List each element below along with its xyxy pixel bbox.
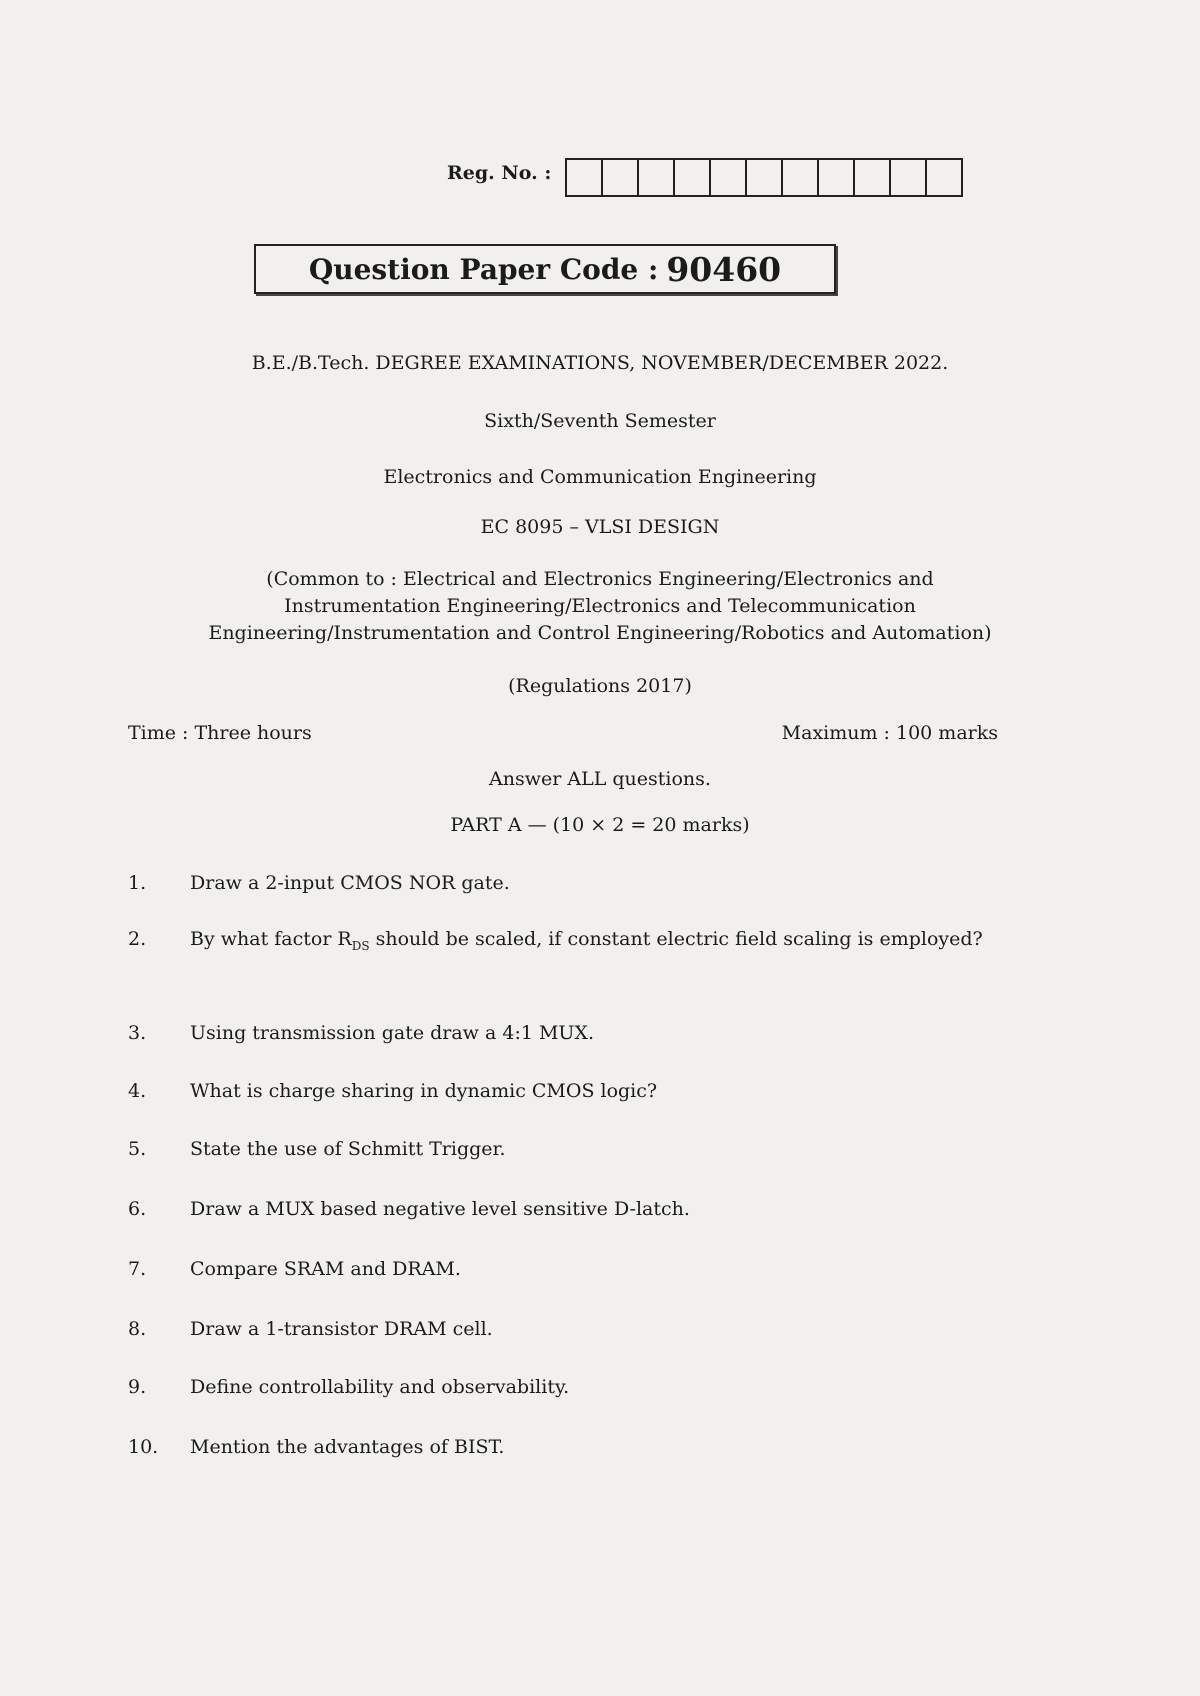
question-text: Using transmission gate draw a 4:1 MUX. [190, 1022, 595, 1044]
question-text: Define controllability and observability. [190, 1376, 570, 1398]
reg-no-box [783, 160, 819, 195]
common-line-3: Engineering/Instrumentation and Control Engineering/Robotics and Automation) [208, 622, 992, 644]
question-text: Draw a MUX based negative level sensitive D-latch. [190, 1198, 690, 1220]
instruction: Answer ALL questions. [489, 768, 711, 790]
reg-no-box [927, 160, 963, 195]
common-line-2: Instrumentation Engineering/Electronics and Telecommunication [284, 595, 916, 617]
question-text: What is charge sharing in dynamic CMOS logic? [190, 1080, 658, 1102]
question-text: Draw a 2-input CMOS NOR gate. [190, 872, 510, 894]
question-text: Draw a 1-transistor DRAM cell. [190, 1318, 493, 1340]
question-text: State the use of Schmitt Trigger. [190, 1138, 506, 1160]
question-number: 3. [128, 1022, 147, 1044]
reg-no-boxes [565, 158, 963, 197]
question-text: By what factor $R_{DS}$ should be scaled, if constant electric field scaling is employed? [190, 928, 983, 953]
reg-no-box [891, 160, 927, 195]
question-8 [128, 1312, 1004, 1346]
question-number: 6. [128, 1198, 147, 1220]
question-10 [128, 1430, 1004, 1464]
question-3 [128, 1016, 1004, 1050]
question-number: 4. [128, 1080, 147, 1102]
reg-no-label: Reg. No. : [447, 162, 552, 184]
reg-no-box [567, 160, 603, 195]
time-allowed: Time : Three hours [128, 722, 312, 744]
question-9 [128, 1370, 1004, 1404]
maximum-marks: Maximum : 100 marks [781, 722, 998, 744]
reg-no-box [603, 160, 639, 195]
question-paper-code-box [254, 244, 836, 294]
question-text: Compare SRAM and DRAM. [190, 1258, 461, 1280]
question-number: 9. [128, 1376, 147, 1398]
regulations: (Regulations 2017) [508, 675, 692, 697]
question-number: 2. [128, 928, 147, 950]
reg-no-box [819, 160, 855, 195]
reg-no-box [711, 160, 747, 195]
reg-no-box [855, 160, 891, 195]
department: Electronics and Communication Engineering [383, 466, 817, 488]
question-number: 10. [128, 1436, 159, 1458]
question-text: Mention the advantages of BIST. [190, 1436, 505, 1458]
question-number: 7. [128, 1258, 147, 1280]
question-5 [128, 1132, 1004, 1166]
part-a-heading: PART A — (10 × 2 = 20 marks) [450, 814, 750, 836]
question-number: 1. [128, 872, 147, 894]
question-number: 8. [128, 1318, 147, 1340]
question-4 [128, 1074, 1004, 1108]
reg-no-box [675, 160, 711, 195]
semester: Sixth/Seventh Semester [484, 410, 716, 432]
question-1 [128, 866, 1004, 900]
question-7 [128, 1252, 1004, 1286]
subject: EC 8095 – VLSI DESIGN [480, 516, 720, 538]
time-marks-row [128, 722, 998, 744]
code-value: 90460 [666, 249, 782, 289]
reg-no-box [639, 160, 675, 195]
question-6 [128, 1192, 1004, 1226]
code-label: Question Paper Code : [308, 252, 659, 286]
reg-no-box [747, 160, 783, 195]
common-line-1: (Common to : Electrical and Electronics Engineering/Electronics and [266, 568, 934, 590]
exam-title: B.E./B.Tech. DEGREE EXAMINATIONS, NOVEMBER/DECEMBER 2022. [251, 352, 949, 374]
question-number: 5. [128, 1138, 147, 1160]
question-2 [128, 922, 1004, 963]
